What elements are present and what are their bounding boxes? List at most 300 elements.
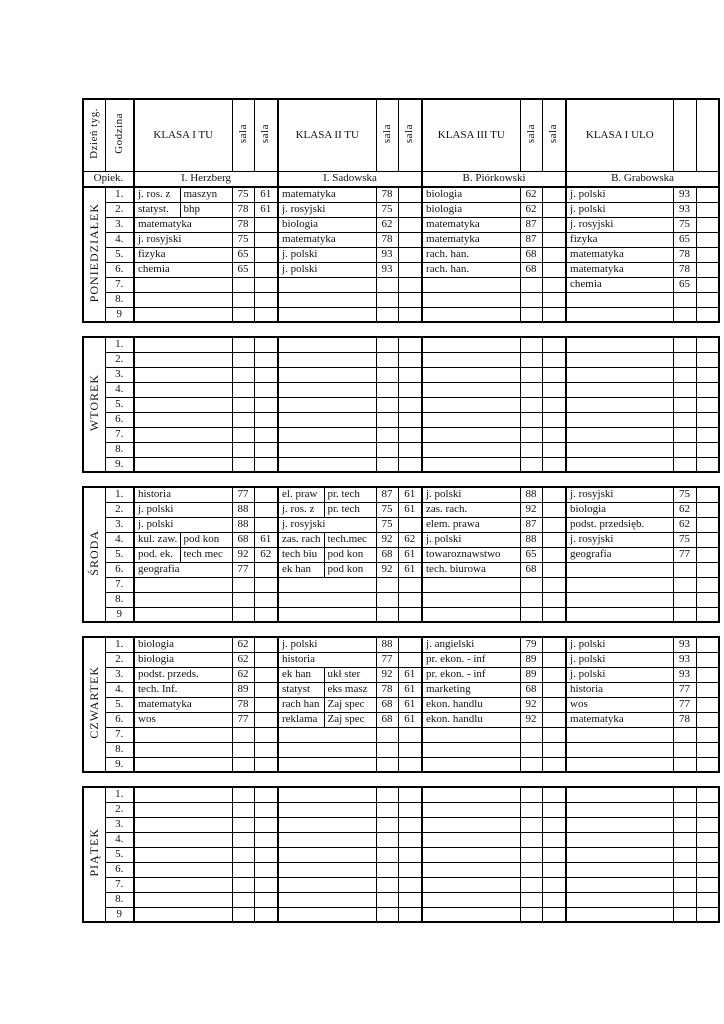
room-cell — [376, 307, 398, 322]
room-cell — [696, 232, 719, 247]
sala-header-empty — [673, 99, 696, 171]
subject-cell — [278, 607, 376, 622]
hour-number: 6. — [105, 862, 134, 877]
room-cell: 89 — [232, 682, 254, 697]
room-cell — [542, 652, 566, 667]
subject-cell: podst. przedsięb. — [566, 517, 673, 532]
hour-number: 8. — [105, 592, 134, 607]
room-cell — [696, 412, 719, 427]
room-cell — [398, 247, 422, 262]
room-cell — [542, 397, 566, 412]
room-cell — [376, 427, 398, 442]
room-cell — [696, 247, 719, 262]
room-cell — [376, 382, 398, 397]
room-cell — [398, 907, 422, 922]
subject-cell: historia — [134, 487, 232, 502]
subject-cell — [134, 832, 232, 847]
room-cell — [398, 517, 422, 532]
lesson-row — [83, 292, 719, 307]
lesson-row — [83, 532, 719, 547]
room-cell — [696, 847, 719, 862]
room-cell — [520, 292, 542, 307]
room-cell — [542, 337, 566, 352]
timetable-block-wednesday — [82, 486, 720, 623]
day-label — [83, 337, 105, 472]
room-cell: 61 — [398, 487, 422, 502]
hour-number: 1. — [105, 487, 134, 502]
room-cell — [542, 427, 566, 442]
subject-sub-cell: pod kon — [324, 562, 376, 577]
hour-number: 2. — [105, 502, 134, 517]
room-cell — [398, 217, 422, 232]
subject-cell: matematyka — [278, 187, 376, 202]
subject-cell: biologia — [278, 217, 376, 232]
room-cell — [696, 502, 719, 517]
room-cell — [520, 442, 542, 457]
room-cell — [696, 637, 719, 652]
sala-header — [254, 99, 278, 171]
room-cell: 68 — [520, 682, 542, 697]
subject-cell — [422, 577, 520, 592]
room-cell: 75 — [673, 532, 696, 547]
room-cell: 75 — [376, 502, 398, 517]
lesson-row — [83, 802, 719, 817]
room-cell — [398, 787, 422, 802]
room-cell — [520, 757, 542, 772]
room-cell — [376, 727, 398, 742]
subject-cell: j. polski — [134, 502, 232, 517]
room-cell: 61 — [254, 532, 278, 547]
room-cell — [520, 382, 542, 397]
room-cell: 75 — [673, 217, 696, 232]
room-cell — [696, 307, 719, 322]
room-cell — [232, 862, 254, 877]
room-cell: 87 — [520, 217, 542, 232]
hour-number: 3. — [105, 817, 134, 832]
lesson-row — [83, 832, 719, 847]
room-cell — [542, 547, 566, 562]
subject-sub-cell: tech mec — [180, 547, 232, 562]
subject-cell — [422, 382, 520, 397]
hour-number: 4. — [105, 532, 134, 547]
subject-sub-cell: pod kon — [180, 532, 232, 547]
subject-cell — [422, 457, 520, 472]
room-cell — [232, 817, 254, 832]
room-cell — [673, 367, 696, 382]
room-cell — [520, 907, 542, 922]
room-cell: 61 — [398, 682, 422, 697]
subject-cell — [278, 742, 376, 757]
lesson-row — [83, 547, 719, 562]
subject-cell — [278, 457, 376, 472]
subject-cell: geografia — [134, 562, 232, 577]
hour-number: 5. — [105, 697, 134, 712]
subject-cell — [278, 412, 376, 427]
subject-cell — [422, 742, 520, 757]
lesson-row — [83, 817, 719, 832]
room-cell — [254, 877, 278, 892]
room-cell — [232, 427, 254, 442]
sala-header — [376, 99, 398, 171]
lesson-row — [83, 577, 719, 592]
room-cell — [376, 577, 398, 592]
room-cell — [542, 742, 566, 757]
subject-cell — [278, 862, 376, 877]
room-cell — [673, 907, 696, 922]
subject-cell — [134, 412, 232, 427]
room-cell: 62 — [673, 502, 696, 517]
room-cell — [673, 802, 696, 817]
room-cell — [376, 292, 398, 307]
room-cell — [254, 652, 278, 667]
lesson-row — [83, 847, 719, 862]
header-row — [83, 99, 719, 171]
room-cell — [673, 607, 696, 622]
room-cell — [673, 877, 696, 892]
subject-cell: j. polski — [566, 637, 673, 652]
subject-cell: biologia — [134, 652, 232, 667]
room-cell: 65 — [673, 232, 696, 247]
sala-header-empty — [696, 99, 719, 171]
room-cell: 87 — [376, 487, 398, 502]
subject-cell — [422, 367, 520, 382]
subject-cell — [278, 292, 376, 307]
hour-number: 4. — [105, 832, 134, 847]
room-cell: 78 — [673, 262, 696, 277]
hour-number: 9. — [105, 457, 134, 472]
lesson-row — [83, 307, 719, 322]
room-cell — [254, 292, 278, 307]
subject-cell: matematyka — [566, 262, 673, 277]
room-cell — [254, 517, 278, 532]
room-cell — [696, 742, 719, 757]
room-cell — [520, 592, 542, 607]
room-cell — [542, 412, 566, 427]
subject-cell — [278, 277, 376, 292]
room-cell — [696, 832, 719, 847]
room-cell — [376, 832, 398, 847]
room-cell — [254, 247, 278, 262]
subject-cell — [278, 442, 376, 457]
room-cell — [398, 727, 422, 742]
room-cell: 93 — [376, 247, 398, 262]
room-cell — [398, 397, 422, 412]
room-cell — [542, 757, 566, 772]
room-cell: 65 — [232, 247, 254, 262]
room-cell — [696, 682, 719, 697]
room-cell — [254, 787, 278, 802]
room-cell — [542, 817, 566, 832]
subject-cell — [422, 817, 520, 832]
room-cell: 87 — [520, 517, 542, 532]
hour-number: 6. — [105, 562, 134, 577]
hour-number: 4. — [105, 682, 134, 697]
room-cell — [398, 802, 422, 817]
room-cell: 89 — [520, 652, 542, 667]
room-cell — [376, 367, 398, 382]
room-cell — [673, 757, 696, 772]
subject-cell — [422, 442, 520, 457]
subject-cell — [566, 757, 673, 772]
room-cell — [232, 607, 254, 622]
room-cell — [696, 517, 719, 532]
room-cell — [254, 682, 278, 697]
room-cell: 78 — [232, 697, 254, 712]
subject-cell: j. rosyjski — [134, 232, 232, 247]
hour-number: 4. — [105, 232, 134, 247]
subject-cell — [566, 787, 673, 802]
subject-cell: j. ros. z — [278, 502, 324, 517]
class-header-3tu: KLASA III TU — [422, 99, 520, 171]
room-cell — [696, 262, 719, 277]
hour-number: 1. — [105, 787, 134, 802]
subject-cell: tech. biurowa — [422, 562, 520, 577]
subject-cell — [422, 337, 520, 352]
day-label-text: PIĄTEK — [87, 828, 102, 877]
room-cell — [398, 892, 422, 907]
room-cell — [398, 352, 422, 367]
hour-col-header — [105, 99, 134, 171]
subject-cell: matematyka — [134, 697, 232, 712]
subject-sub-cell: pr. tech — [324, 502, 376, 517]
room-cell: 77 — [232, 712, 254, 727]
room-cell — [232, 382, 254, 397]
room-cell — [673, 847, 696, 862]
lesson-row — [83, 517, 719, 532]
room-cell: 89 — [520, 667, 542, 682]
room-cell — [542, 592, 566, 607]
room-cell — [520, 877, 542, 892]
room-cell — [376, 757, 398, 772]
subject-cell — [134, 277, 232, 292]
subject-cell: j. ros. z — [134, 187, 180, 202]
lesson-row — [83, 667, 719, 682]
subject-cell — [134, 292, 232, 307]
subject-sub-cell: bhp — [180, 202, 232, 217]
lesson-row — [83, 727, 719, 742]
room-cell — [376, 802, 398, 817]
room-cell: 62 — [232, 667, 254, 682]
subject-cell: statyst. — [134, 202, 180, 217]
subject-cell — [566, 847, 673, 862]
room-cell — [398, 607, 422, 622]
room-cell: 88 — [376, 637, 398, 652]
room-cell — [254, 367, 278, 382]
room-cell — [232, 397, 254, 412]
subject-cell — [422, 277, 520, 292]
subject-cell — [134, 892, 232, 907]
subject-cell — [566, 427, 673, 442]
room-cell — [520, 352, 542, 367]
caretaker-label: Opiek. — [83, 171, 134, 187]
subject-cell — [134, 337, 232, 352]
subject-cell — [566, 352, 673, 367]
subject-cell: matematyka — [566, 247, 673, 262]
room-cell — [398, 337, 422, 352]
room-cell — [542, 727, 566, 742]
room-cell — [696, 787, 719, 802]
subject-cell: chemia — [566, 277, 673, 292]
subject-cell: rach. han. — [422, 247, 520, 262]
room-cell: 88 — [520, 532, 542, 547]
room-cell — [232, 787, 254, 802]
hour-number: 2. — [105, 802, 134, 817]
room-cell — [520, 802, 542, 817]
room-cell — [542, 667, 566, 682]
room-cell — [673, 742, 696, 757]
sala-label: sala — [380, 123, 393, 143]
subject-cell: rach. han. — [422, 262, 520, 277]
room-cell: 68 — [376, 712, 398, 727]
room-cell: 62 — [254, 547, 278, 562]
subject-cell — [134, 457, 232, 472]
room-cell — [520, 337, 542, 352]
room-cell — [696, 292, 719, 307]
subject-cell: towaroznawstwo — [422, 547, 520, 562]
hour-number: 3. — [105, 517, 134, 532]
room-cell — [254, 382, 278, 397]
room-cell — [398, 862, 422, 877]
room-cell: 93 — [673, 667, 696, 682]
subject-cell — [566, 727, 673, 742]
room-cell: 77 — [673, 682, 696, 697]
room-cell — [232, 802, 254, 817]
subject-cell — [134, 367, 232, 382]
room-cell — [254, 712, 278, 727]
room-cell — [696, 382, 719, 397]
room-cell — [398, 262, 422, 277]
lesson-row — [83, 457, 719, 472]
subject-cell — [422, 607, 520, 622]
subject-cell: elem. prawa — [422, 517, 520, 532]
lesson-row — [83, 697, 719, 712]
lesson-row — [83, 397, 719, 412]
subject-cell — [134, 757, 232, 772]
lesson-row — [83, 427, 719, 442]
subject-sub-cell: Zaj spec — [324, 712, 376, 727]
subject-cell — [278, 382, 376, 397]
room-cell — [254, 892, 278, 907]
subject-cell — [566, 832, 673, 847]
room-cell: 87 — [520, 232, 542, 247]
subject-cell — [278, 877, 376, 892]
room-cell — [696, 277, 719, 292]
subject-cell — [566, 862, 673, 877]
room-cell: 62 — [520, 187, 542, 202]
room-cell — [254, 592, 278, 607]
subject-cell — [566, 577, 673, 592]
lesson-row — [83, 637, 719, 652]
room-cell — [376, 442, 398, 457]
subject-cell — [134, 307, 232, 322]
room-cell — [232, 892, 254, 907]
subject-sub-cell: maszyn — [180, 187, 232, 202]
subject-cell: el. praw — [278, 487, 324, 502]
room-cell: 68 — [376, 697, 398, 712]
room-cell — [232, 412, 254, 427]
room-cell: 78 — [376, 232, 398, 247]
subject-cell — [278, 337, 376, 352]
room-cell — [673, 457, 696, 472]
subject-cell: matematyka — [134, 217, 232, 232]
room-cell — [232, 907, 254, 922]
subject-cell — [422, 427, 520, 442]
room-cell — [542, 577, 566, 592]
room-cell — [673, 892, 696, 907]
subject-cell: j. polski — [278, 247, 376, 262]
room-cell — [376, 607, 398, 622]
room-cell — [520, 892, 542, 907]
room-cell — [254, 637, 278, 652]
subject-cell — [566, 307, 673, 322]
room-cell — [376, 352, 398, 367]
subject-cell — [566, 592, 673, 607]
room-cell — [673, 832, 696, 847]
subject-cell — [422, 802, 520, 817]
room-cell — [673, 562, 696, 577]
room-cell — [696, 697, 719, 712]
class-header-1tu: KLASA I TU — [134, 99, 232, 171]
subject-cell — [134, 727, 232, 742]
room-cell — [696, 187, 719, 202]
day-label-text: PONIEDZIAŁEK — [87, 202, 102, 303]
lesson-row — [83, 202, 719, 217]
room-cell — [696, 352, 719, 367]
subject-cell — [278, 307, 376, 322]
room-cell — [520, 847, 542, 862]
room-cell — [254, 607, 278, 622]
room-cell: 93 — [376, 262, 398, 277]
room-cell — [254, 832, 278, 847]
subject-cell: historia — [278, 652, 376, 667]
room-cell — [542, 457, 566, 472]
hour-number: 8. — [105, 292, 134, 307]
room-cell — [376, 907, 398, 922]
room-cell — [542, 682, 566, 697]
room-cell — [696, 607, 719, 622]
subject-cell: chemia — [134, 262, 232, 277]
room-cell: 75 — [376, 517, 398, 532]
hour-col-header-label: Godzina — [112, 112, 125, 154]
room-cell — [542, 382, 566, 397]
room-cell — [376, 457, 398, 472]
room-cell: 92 — [520, 712, 542, 727]
hour-number: 8. — [105, 892, 134, 907]
subject-cell: ekon. handlu — [422, 712, 520, 727]
subject-cell: rach han — [278, 697, 324, 712]
room-cell — [673, 727, 696, 742]
room-cell: 68 — [520, 562, 542, 577]
room-cell — [398, 577, 422, 592]
room-cell: 62 — [376, 217, 398, 232]
room-cell — [254, 427, 278, 442]
subject-cell — [422, 412, 520, 427]
hour-number: 6. — [105, 412, 134, 427]
room-cell — [254, 457, 278, 472]
room-cell — [232, 742, 254, 757]
room-cell — [696, 427, 719, 442]
room-cell: 65 — [673, 277, 696, 292]
day-col-header-label: Dzień tyg. — [87, 107, 100, 159]
room-cell: 61 — [398, 562, 422, 577]
subject-cell — [278, 802, 376, 817]
subject-cell: j. polski — [422, 487, 520, 502]
room-cell — [696, 397, 719, 412]
subject-cell: j. polski — [566, 187, 673, 202]
room-cell — [398, 412, 422, 427]
room-cell: 92 — [520, 502, 542, 517]
room-cell — [673, 397, 696, 412]
